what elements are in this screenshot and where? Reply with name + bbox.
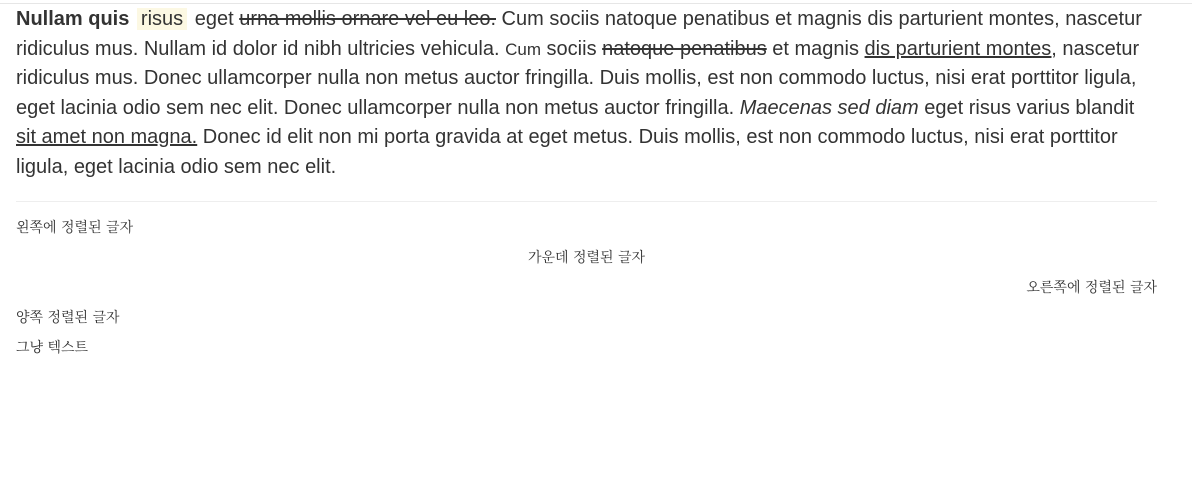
highlighted-text: risus [137, 8, 187, 30]
left-aligned-text: 왼쪽에 정렬된 글자 [16, 220, 134, 236]
text-segment: sociis [541, 37, 603, 60]
text-segment: Donec id elit non mi porta gravida at eget metus. Duis mollis, est non commodo luctus, nisi erat porttitor ligula, eget lacinia odio sem nec elit. [16, 126, 1118, 178]
right-aligned-text: 오른쪽에 정렬된 글자 [1026, 280, 1157, 296]
bold-text: Nullam quis [16, 8, 130, 30]
underlined-text: dis parturient montes, [864, 37, 1057, 60]
text-segment: nascetur ridiculus mus. Donec ullamcorper nulla non metus auctor fringilla. Duis mollis, est non commodo luctus, nisi erat porttitor ligula, eget lacinia odio sem nec elit. Donec ullamcorper nulla non metus auctor fringilla. [16, 37, 1140, 119]
text-segment: eget [189, 8, 240, 30]
lead-paragraph [16, 5, 1157, 182]
center-aligned-text: 가운데 정렬된 글자 [527, 250, 646, 266]
small-text: Cum [505, 39, 541, 59]
underlined-text: sit amet non magna. [16, 126, 198, 148]
justified-text: 양쪽 정렬된 글자 [16, 310, 120, 326]
text-segment: Cum sociis natoque penatibus et magnis dis parturient montes, nascetur ridiculus mus. Nullam id dolor id nibh ultricies vehicula. [16, 8, 1142, 60]
text-segment: eget risus varius blandit [918, 96, 1135, 119]
text-segment: et magnis [766, 37, 865, 60]
content-area [16, 5, 1157, 368]
italic-text: Maecenas sed diam [739, 96, 919, 119]
strikethrough-text: urna mollis ornare vel eu leo. [239, 8, 496, 30]
top-border [0, 0, 1192, 4]
strikethrough-text: natoque penatibus [602, 37, 767, 60]
plain-text: 그냥 텍스트 [16, 340, 89, 356]
divider [16, 201, 1157, 202]
